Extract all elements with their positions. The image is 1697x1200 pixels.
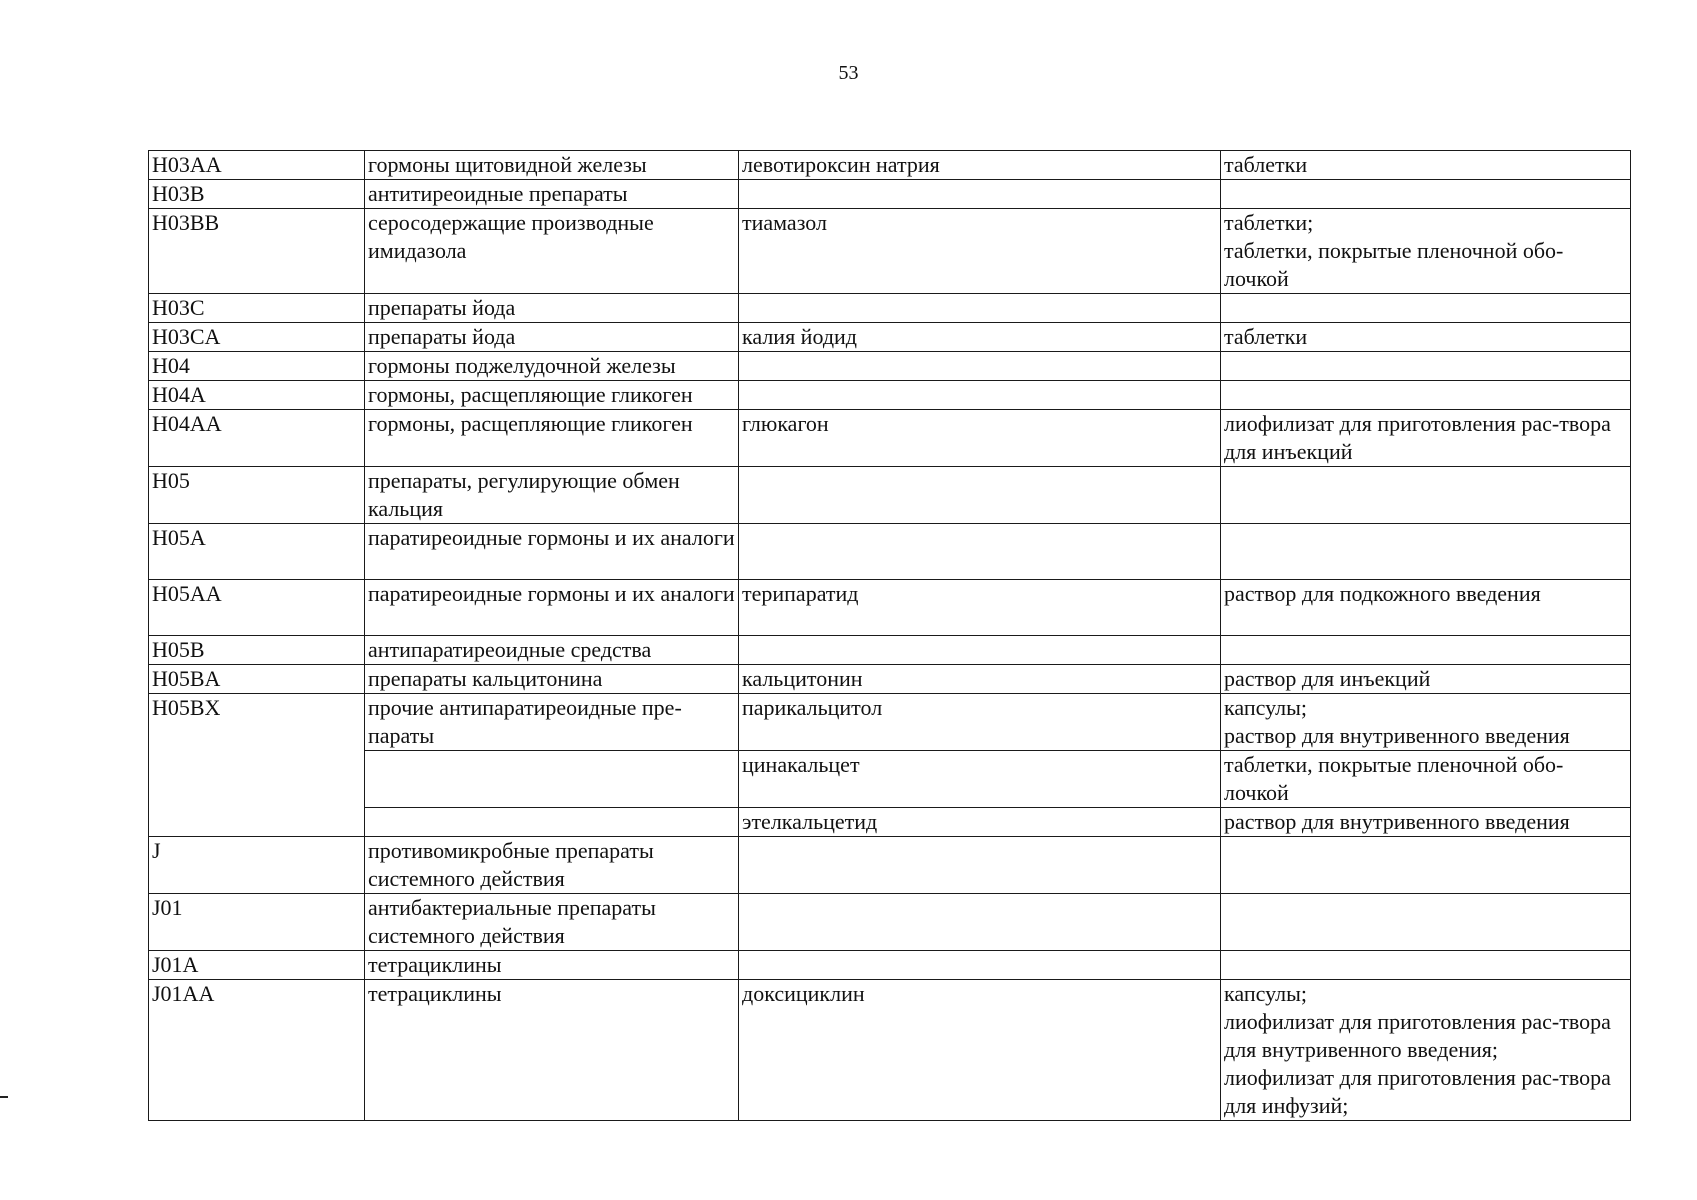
drug-name-cell: цинакальцет — [739, 751, 1221, 808]
group-name-cell: препараты йода — [365, 323, 739, 352]
drug-name-cell — [739, 294, 1221, 323]
table-row — [149, 751, 1631, 808]
atc-code-cell: H05BX — [149, 694, 365, 837]
dosage-form-cell: капсулы; раствор для внутривенного введения — [1221, 694, 1631, 751]
group-name-cell: тетрациклины — [365, 951, 739, 980]
drug-name-cell — [739, 524, 1221, 580]
drug-name-cell: тиамазол — [739, 209, 1221, 294]
drug-name-cell: этелкальцетид — [739, 808, 1221, 837]
dosage-form-cell — [1221, 381, 1631, 410]
group-name-cell: препараты, регулирующие обмен кальция — [365, 467, 739, 524]
group-name-cell: паратиреоидные гормоны и их аналоги — [365, 524, 739, 580]
group-name-cell: препараты кальцитонина — [365, 665, 739, 694]
drug-name-cell — [739, 467, 1221, 524]
drug-name-cell: кальцитонин — [739, 665, 1221, 694]
margin-mark — [0, 1096, 8, 1098]
dosage-form-cell — [1221, 894, 1631, 951]
drug-name-cell: парикальцитол — [739, 694, 1221, 751]
table-row — [149, 410, 1631, 467]
group-name-cell: антибактериальные препараты системного действия — [365, 894, 739, 951]
group-name-cell — [365, 751, 739, 808]
table-row — [149, 151, 1631, 180]
table-row — [149, 837, 1631, 894]
table-row — [149, 951, 1631, 980]
drug-name-cell — [739, 837, 1221, 894]
atc-table — [148, 150, 1631, 1121]
group-name-cell: противомикробные препараты системного действия — [365, 837, 739, 894]
atc-code-cell: J — [149, 837, 365, 894]
group-name-cell — [365, 808, 739, 837]
group-name-cell: серосодержащие производные имидазола — [365, 209, 739, 294]
dosage-form-cell — [1221, 352, 1631, 381]
atc-code-cell: J01AA — [149, 980, 365, 1121]
group-name-cell: паратиреоидные гормоны и их аналоги — [365, 580, 739, 636]
table-row — [149, 294, 1631, 323]
atc-code-cell: H05B — [149, 636, 365, 665]
drug-name-cell: доксициклин — [739, 980, 1221, 1121]
group-name-cell: гормоны щитовидной железы — [365, 151, 739, 180]
atc-code-cell: H03B — [149, 180, 365, 209]
dosage-form-cell — [1221, 180, 1631, 209]
atc-code-cell: H03CA — [149, 323, 365, 352]
drug-name-cell: глюкагон — [739, 410, 1221, 467]
table-row — [149, 209, 1631, 294]
table-row — [149, 524, 1631, 580]
table-row — [149, 352, 1631, 381]
atc-code-cell: H03C — [149, 294, 365, 323]
drug-name-cell: левотироксин натрия — [739, 151, 1221, 180]
page-number: 53 — [838, 62, 859, 84]
dosage-form-cell — [1221, 294, 1631, 323]
table-row — [149, 467, 1631, 524]
drug-name-cell: калия йодид — [739, 323, 1221, 352]
table-row — [149, 894, 1631, 951]
group-name-cell: гормоны, расщепляющие гликоген — [365, 381, 739, 410]
atc-code-cell: H04AA — [149, 410, 365, 467]
atc-code-cell: J01A — [149, 951, 365, 980]
atc-code-cell: H03AA — [149, 151, 365, 180]
atc-code-cell: H05 — [149, 467, 365, 524]
dosage-form-cell: таблетки — [1221, 323, 1631, 352]
dosage-form-cell — [1221, 636, 1631, 665]
dosage-form-cell: раствор для подкожного введения — [1221, 580, 1631, 636]
drug-name-cell — [739, 352, 1221, 381]
drug-name-cell — [739, 894, 1221, 951]
table-row — [149, 808, 1631, 837]
atc-code-cell: H04 — [149, 352, 365, 381]
dosage-form-cell: таблетки, покрытые пленочной обо-лочкой — [1221, 751, 1631, 808]
dosage-form-cell: раствор для инъекций — [1221, 665, 1631, 694]
dosage-form-cell: таблетки; таблетки, покрытые пленочной обо-лочкой — [1221, 209, 1631, 294]
table-row — [149, 694, 1631, 751]
drug-name-cell — [739, 180, 1221, 209]
table-row — [149, 980, 1631, 1121]
group-name-cell: гормоны, расщепляющие гликоген — [365, 410, 739, 467]
dosage-form-cell: капсулы; лиофилизат для приготовления рас-твора для внутривенного введения; лиофилизат для приготовления рас-твора для инфузий; — [1221, 980, 1631, 1121]
group-name-cell: препараты йода — [365, 294, 739, 323]
table-row — [149, 665, 1631, 694]
dosage-form-cell — [1221, 467, 1631, 524]
table-row — [149, 180, 1631, 209]
group-name-cell: гормоны поджелудочной железы — [365, 352, 739, 381]
dosage-form-cell: раствор для внутривенного введения — [1221, 808, 1631, 837]
atc-code-cell: J01 — [149, 894, 365, 951]
dosage-form-cell — [1221, 951, 1631, 980]
table-row — [149, 580, 1631, 636]
table-row — [149, 636, 1631, 665]
atc-code-cell: H04A — [149, 381, 365, 410]
dosage-form-cell: лиофилизат для приготовления рас-твора для инъекций — [1221, 410, 1631, 467]
atc-code-cell: H05AA — [149, 580, 365, 636]
atc-code-cell: H05A — [149, 524, 365, 580]
group-name-cell: антитиреоидные препараты — [365, 180, 739, 209]
drug-name-cell — [739, 951, 1221, 980]
atc-code-cell: H05BA — [149, 665, 365, 694]
table-row — [149, 381, 1631, 410]
drug-name-cell — [739, 636, 1221, 665]
group-name-cell: прочие антипаратиреоидные пре-параты — [365, 694, 739, 751]
drug-name-cell — [739, 381, 1221, 410]
dosage-form-cell — [1221, 524, 1631, 580]
drug-name-cell: терипаратид — [739, 580, 1221, 636]
atc-code-cell: H03BB — [149, 209, 365, 294]
group-name-cell: антипаратиреоидные средства — [365, 636, 739, 665]
dosage-form-cell: таблетки — [1221, 151, 1631, 180]
group-name-cell: тетрациклины — [365, 980, 739, 1121]
table-row — [149, 323, 1631, 352]
dosage-form-cell — [1221, 837, 1631, 894]
